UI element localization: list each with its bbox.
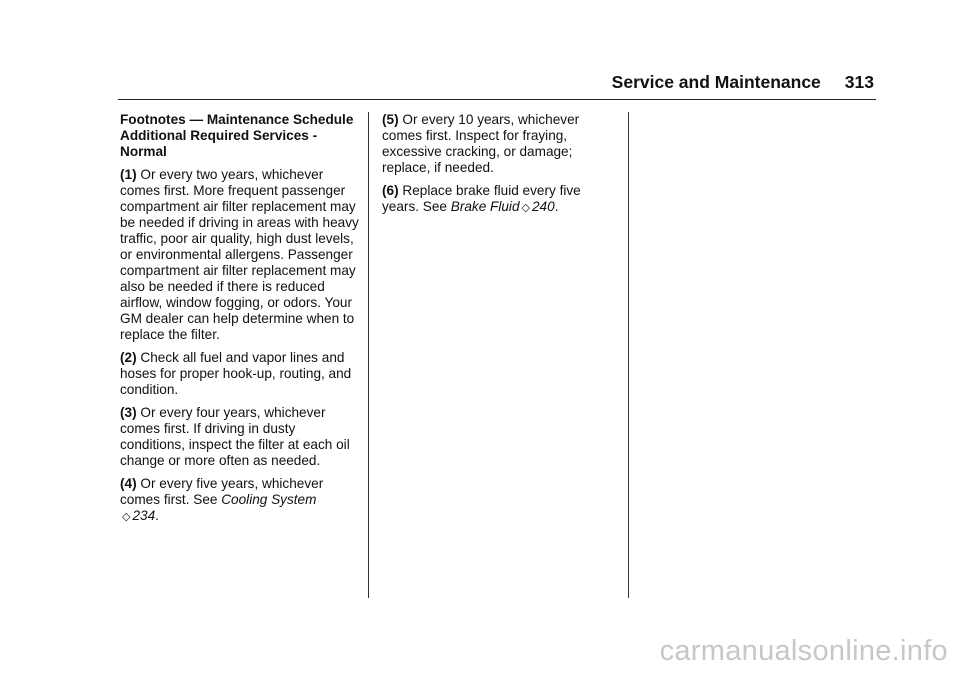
cross-reference-link[interactable]: Cooling System bbox=[221, 492, 317, 507]
footnote-text: Or every four years, whichever comes first. If driving in dusty conditions, inspect the filter at each oil change or more often as needed. bbox=[120, 405, 350, 468]
footnote-6 bbox=[382, 183, 612, 216]
punctuation: . bbox=[155, 508, 159, 523]
footnote-marker: (2) bbox=[120, 350, 137, 365]
footnote-text: Or every two years, whichever comes first. More frequent passenger compartment air filter replacement may be needed if driving in areas with heavy traffic, poor air quality, high dust levels, or environmental allergens. Passenger compartment air filter replacement may also be needed if there is reduced airflow, window fogging, or odors. Your GM dealer can help determine when to replace the filter. bbox=[120, 167, 359, 342]
footnote-3 bbox=[120, 405, 360, 469]
page-reference-icon: ◇ bbox=[122, 511, 131, 523]
section-title: Service and Maintenance bbox=[611, 72, 821, 92]
footnote-text: Check all fuel and vapor lines and hoses for proper hook-up, routing, and condition. bbox=[120, 350, 352, 397]
footnote-marker: (6) bbox=[382, 183, 399, 198]
footnote-marker: (4) bbox=[120, 476, 137, 491]
footnote-4 bbox=[120, 476, 360, 525]
footnote-marker: (1) bbox=[120, 167, 137, 182]
footnote-1 bbox=[120, 167, 360, 343]
page-reference-icon: ◇ bbox=[521, 202, 530, 214]
footnote-marker: (3) bbox=[120, 405, 137, 420]
footnote-marker: (5) bbox=[382, 112, 399, 127]
punctuation: . bbox=[554, 199, 559, 214]
watermark: carmanualsonline.info bbox=[659, 635, 948, 667]
footnotes-heading: Footnotes — Maintenance Schedule Additional Required Services - Normal bbox=[120, 112, 354, 159]
header-rule bbox=[118, 99, 876, 100]
right-column bbox=[382, 112, 612, 223]
footnote-text: Or every 10 years, whichever comes first. Inspect for fraying, excessive cracking, or damage; replace, if needed. bbox=[382, 112, 580, 175]
footnote-text: Replace brake fluid every five years. See bbox=[382, 183, 581, 214]
page-header bbox=[560, 72, 874, 96]
footnote-5 bbox=[382, 112, 612, 176]
page-number: 313 bbox=[844, 72, 874, 92]
footnote-2 bbox=[120, 350, 360, 398]
column-divider-left bbox=[368, 112, 369, 598]
column-divider-right bbox=[628, 112, 629, 598]
page-reference-link[interactable]: 240 bbox=[532, 199, 555, 214]
footnote-text: Or every five years, whichever comes first. See bbox=[120, 476, 324, 507]
page-reference-link[interactable]: 234 bbox=[132, 508, 156, 523]
cross-reference-link[interactable]: Brake Fluid bbox=[450, 199, 520, 214]
left-column bbox=[120, 112, 360, 532]
